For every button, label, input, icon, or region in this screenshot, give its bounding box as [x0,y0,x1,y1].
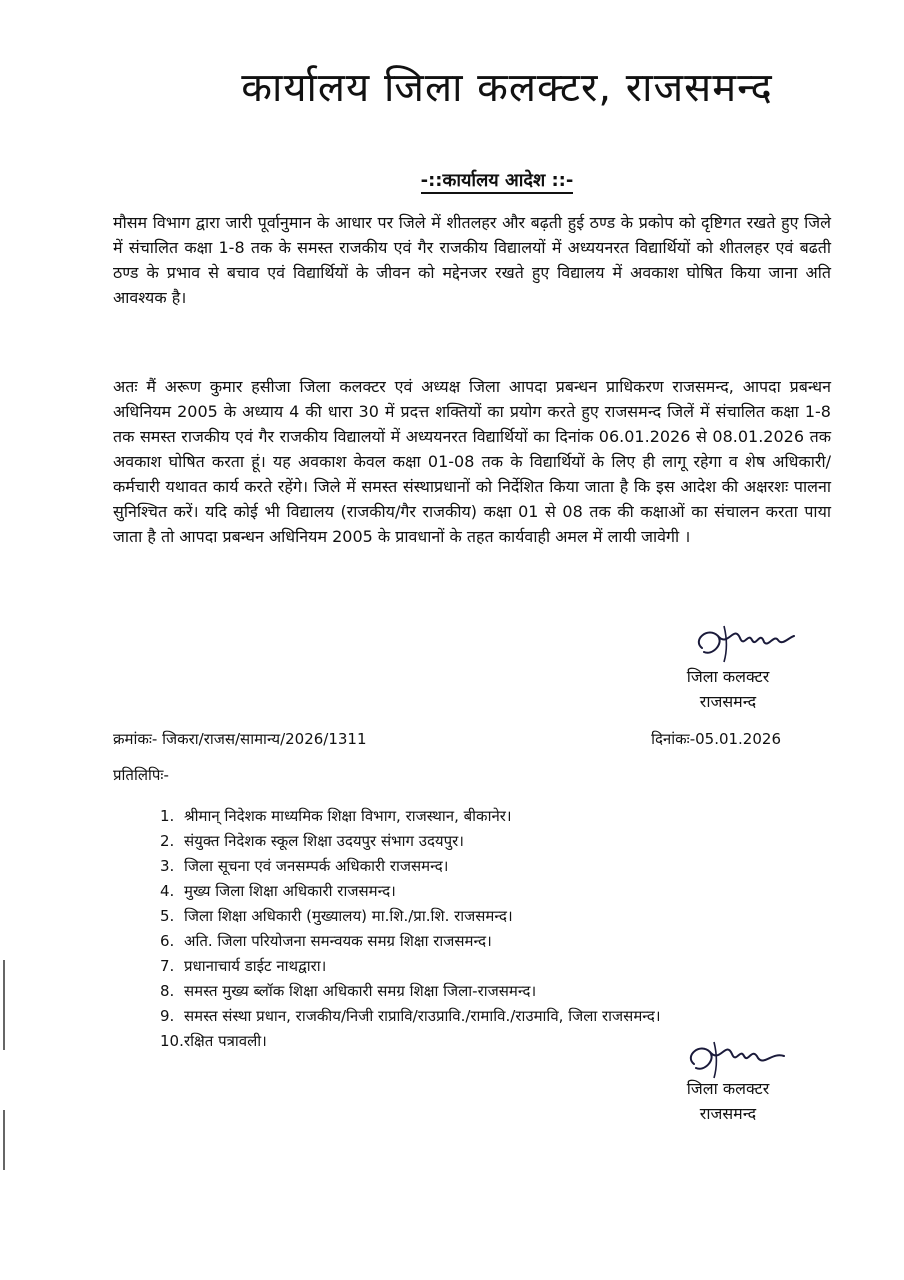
distribution-item-text: समस्त मुख्य ब्लॉक शिक्षा अधिकारी समग्र शिक्षा जिला-राजसमन्द। [184,982,537,1000]
distribution-list [160,804,832,1054]
distribution-item-number: 10. [160,1032,184,1050]
distribution-item-number: 9. [160,1007,175,1025]
distribution-item-number: 2. [160,832,175,850]
paragraph-1: मौसम विभाग द्वारा जारी पूर्वानुमान के आधार पर जिले में शीतलहर और बढ़ती हुई ठण्ड के प्रकोप को दृष्टिगत रखते हुए जिले में संचालित कक्षा 1-8 तक के समस्त राजकीय एवं गैर राजकीय विद्यालयों में अध्ययनरत विद्यार्थियों को शीतलहर एवं बढती ठण्ड के प्रभाव से बचाव एवं विद्यार्थियों के जीवन को मद्देनजर रखते हुए विद्यालय में अवकाश घोषित किया जाना अति आवश्यक है। [113,213,831,307]
distribution-item-number: 3. [160,857,175,875]
signature-1-place: राजसमन्द [699,692,757,711]
distribution-item [160,1004,832,1029]
scan-edge-mark [3,1110,5,1170]
distribution-item-text: प्रधानाचार्य डाईट नाथद्वारा। [184,957,327,975]
distribution-item [160,829,832,854]
signature-2 [668,1076,788,1126]
distribution-item-number: 6. [160,932,175,950]
order-heading-text: -::कार्यालय आदेश ::- [421,170,574,194]
signature-1 [668,664,788,714]
distribution-item [160,804,832,829]
distribution-item-text: संयुक्त निदेशक स्कूल शिक्षा उदयपुर संभाग उदयपुर। [184,832,464,850]
distribution-item-number: 8. [160,982,175,1000]
paragraph-2: अतः मैं अरूण कुमार हसीजा जिला कलक्टर एवं अध्यक्ष जिला आपदा प्रबन्धन प्राधिकरण राजसमन्द, आपदा प्रबन्धन अधिनियम 2005 के अध्याय 4 की धारा 30 में प्रदत्त शक्तियों का प्रयोग करते हुए राजसमन्द जिलें में संचालित कक्षा 1-8 तक समस्त राजकीय एवं गैर राजकीय विद्यालयों में अध्ययनरत विद्यार्थियों का दिनांक 06.01.2026 से 08.01.2026 तक अवकाश घोषित करता हूं। यह अवकाश केवल कक्षा 01-08 तक के विद्यार्थियों के लिए ही लागू रहेगा व शेष अधिकारी/कर्मचारी यथावत कार्य करते रहेंगे। जिले में समस्त संस्थाप्रधानों को निर्देशित किया जाता है कि इस आदेश की अक्षरशः पालना सुनिश्चित करें। यदि कोई भी विद्यालय (राजकीय/गैर राजकीय) कक्षा 01 से 08 तक की कक्षाओं का संचालन करता पाया जाता है तो आपदा प्रबन्धन अधिनियम 2005 के प्रावधानों के तहत कार्यवाही अमल में लायी जावेगी । [113,377,831,546]
office-title: कार्यालय जिला कलक्टर, राजसमन्द [241,65,773,111]
signature-2-mark [680,1036,790,1080]
distribution-item-text: श्रीमान् निदेशक माध्यमिक शिक्षा विभाग, राजस्थान, बीकानेर। [184,807,512,825]
distribution-item-text: समस्त संस्था प्रधान, राजकीय/निजी राप्रावि/राउप्रावि./रामावि./राउमावि, जिला राजसमन्द। [184,1007,661,1025]
distribution-item [160,879,832,904]
signature-2-designation: जिला कलक्टर [686,1079,770,1098]
reference-row [113,729,781,749]
copy-to-label: प्रतिलिपिः- [113,766,169,784]
distribution-item [160,854,832,879]
distribution-item [160,904,832,929]
distribution-item-number: 4. [160,882,175,900]
distribution-item-text: जिला सूचना एवं जनसम्पर्क अधिकारी राजसमन्द। [184,857,449,875]
distribution-item-text: मुख्य जिला शिक्षा अधिकारी राजसमन्द। [184,882,396,900]
distribution-item-number: 1. [160,807,175,825]
scan-edge-mark [3,960,5,1050]
distribution-item-text: अति. जिला परियोजना समन्वयक समग्र शिक्षा राजसमन्द। [184,932,492,950]
order-date: दिनांकः-05.01.2026 [651,730,781,748]
signature-2-place: राजसमन्द [699,1104,757,1123]
distribution-item-text: रक्षित पत्रावली। [184,1032,267,1050]
signature-1-mark [688,618,798,666]
distribution-item-number: 5. [160,907,175,925]
distribution-item [160,929,832,954]
distribution-item-number: 7. [160,957,175,975]
reference-number: क्रमांकः- जिकरा/राजस/सामान्य/2026/1311 [113,730,367,748]
signature-1-designation: जिला कलक्टर [686,667,770,686]
order-heading [0,168,904,192]
distribution-item [160,954,832,979]
distribution-item-text: जिला शिक्षा अधिकारी (मुख्यालय) मा.शि./प्रा.शि. राजसमन्द। [184,907,513,925]
distribution-item [160,979,832,1004]
